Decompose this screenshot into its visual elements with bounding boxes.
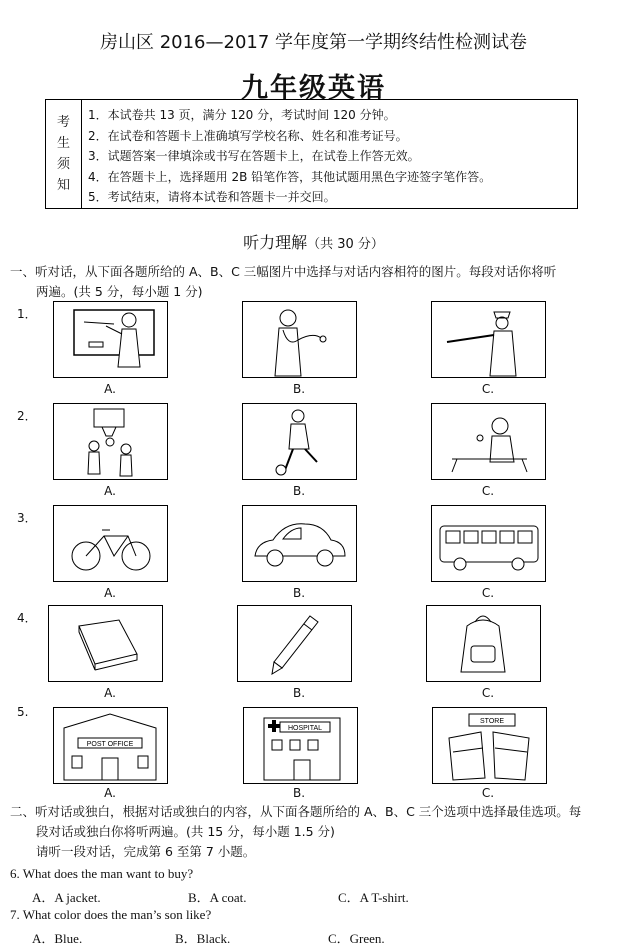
- notice-item: 3．试题答案一律填涂或书写在答题卡上，在试卷上作答无效。: [88, 149, 420, 163]
- exam-title: 房山区 2016—2017 学年度第一学期终结性检测试卷: [99, 32, 528, 53]
- option-label: C.: [481, 786, 495, 800]
- option-label: A.: [104, 586, 116, 600]
- option-label: B.: [292, 786, 306, 800]
- question-7-option-c[interactable]: C．Green.: [328, 931, 385, 946]
- post-office-icon[interactable]: [53, 707, 168, 784]
- option-label: C.: [481, 484, 495, 498]
- option-label: C.: [481, 586, 495, 600]
- question-number: 2．: [17, 409, 37, 423]
- store-icon[interactable]: [432, 707, 547, 784]
- question-6-option-b[interactable]: B．A coat.: [188, 890, 247, 905]
- question-number: 3．: [17, 511, 37, 525]
- question-7-stem: 7. What color does the man’s son like?: [10, 907, 212, 922]
- bus-icon[interactable]: [431, 505, 546, 582]
- section-title: [0, 230, 627, 253]
- notice-heading-char: 知: [56, 178, 70, 193]
- option-label: B.: [292, 484, 306, 498]
- question-number: 4．: [17, 611, 37, 625]
- question-6-stem: 6. What does the man want to buy?: [10, 866, 194, 881]
- teacher-at-blackboard-icon[interactable]: [53, 301, 168, 378]
- question-number: 1．: [17, 307, 37, 321]
- hospital-sign: HOSPITAL: [287, 725, 323, 732]
- bicycle-icon[interactable]: [53, 505, 168, 582]
- notice-item: 4．在答题卡上，选择题用 2B 铅笔作答，其他试题用黑色字迹签字笔作答。: [88, 169, 492, 184]
- girl-playing-ping-pong-icon[interactable]: [431, 403, 546, 480]
- instruction-line: 两遍。(共 5 分，每小题 1 分): [36, 284, 203, 299]
- section-title-text: 听力理解: [243, 233, 308, 252]
- backpack-icon[interactable]: [426, 605, 541, 682]
- question-number: 5.: [17, 705, 29, 719]
- post-office-sign: POST OFFICE: [86, 741, 134, 748]
- notice-heading: [46, 100, 82, 208]
- option-label: A.: [104, 484, 116, 498]
- question-6-option-c[interactable]: C．A T-shirt.: [338, 890, 409, 905]
- notice-list: [88, 105, 491, 208]
- soccer-player-icon[interactable]: [242, 403, 357, 480]
- police-officer-pointing-icon[interactable]: [431, 301, 546, 378]
- notice-heading-char: 生: [56, 136, 70, 151]
- section-score: （共 30 分）: [307, 237, 384, 252]
- car-icon[interactable]: [242, 505, 357, 582]
- store-sign: STORE: [480, 718, 504, 725]
- notice-item: 5．考试结束，请将本试卷和答题卡一并交回。: [88, 190, 336, 204]
- option-label: B.: [292, 586, 306, 600]
- option-label: C.: [481, 382, 495, 396]
- notice-box: [45, 99, 578, 209]
- pen-icon[interactable]: [237, 605, 352, 682]
- part2-instruction: [10, 802, 620, 862]
- option-label: C.: [481, 686, 495, 700]
- notice-heading-char: 考: [56, 115, 70, 130]
- question-7-option-b[interactable]: B．Black.: [175, 931, 231, 946]
- notice-item: 2．在试卷和答题卡上准确填写学校名称、姓名和准考证号。: [88, 128, 408, 143]
- notice-item: 1．本试卷共 13 页，满分 120 分，考试时间 120 分钟。: [88, 108, 396, 122]
- instruction-line: 段对话或独白你将听两遍。(共 15 分，每小题 1.5 分): [36, 824, 335, 839]
- instruction-line: 一、听对话，从下面各题所给的 A、B、C 三幅图片中选择与对话内容相符的图片。每段对话你将听: [10, 264, 557, 279]
- part1-instruction: [10, 262, 620, 302]
- option-label: A.: [104, 686, 116, 700]
- option-label: A.: [104, 382, 116, 396]
- option-label: B.: [292, 686, 306, 700]
- instruction-line: 请听一段对话，完成第 6 至第 7 小题。: [36, 844, 256, 859]
- hospital-icon[interactable]: [243, 707, 358, 784]
- instruction-line: 二、听对话或独白，根据对话或独白的内容，从下面各题所给的 A、B、C 三个选项中选择最佳选项。每: [10, 804, 582, 819]
- option-label: A.: [104, 786, 116, 800]
- doctor-with-stethoscope-icon[interactable]: [242, 301, 357, 378]
- question-7-option-a[interactable]: A．Blue.: [32, 931, 83, 946]
- exam-subtitle: 九年级英语: [241, 73, 386, 104]
- option-label: B.: [292, 382, 306, 396]
- basketball-players-icon[interactable]: [53, 403, 168, 480]
- question-6-option-a[interactable]: A．A jacket.: [32, 890, 101, 905]
- notice-heading-char: 须: [56, 157, 70, 172]
- book-icon[interactable]: [48, 605, 163, 682]
